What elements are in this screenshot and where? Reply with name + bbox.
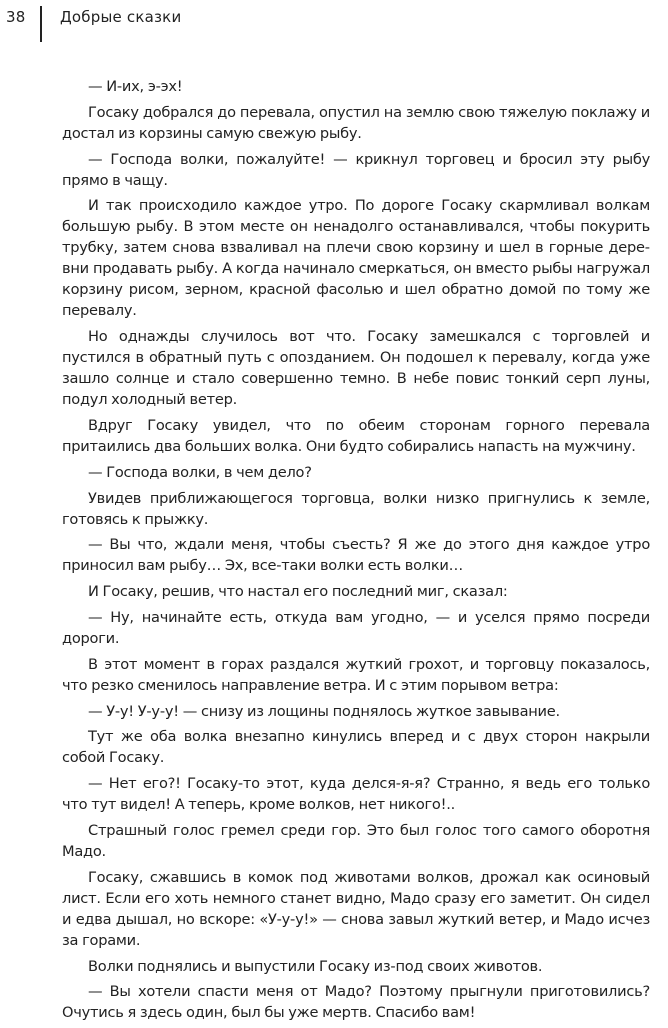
body-text <box>62 76 650 1028</box>
paragraph: Страшный голос гремел среди гор. Это был голос того самого оборотня Мадо. <box>62 821 650 860</box>
paragraph: — Нет его?! Госаку-то этот, куда делся-я-я? Странно, я ведь его только что тут видел! А теперь, кроме волков, нет никого!.. <box>62 775 650 814</box>
paragraph: Госаку добрался до перевала, опустил на землю свою тяжелую поклажу и достал из корзины самую свежую рыбу. <box>62 103 650 142</box>
paragraph: — Ну, начинайте есть, откуда вам угодно, — и уселся прямо посреди дороги. <box>62 608 650 647</box>
paragraph: Тут же оба волка внезапно кинулись вперед и с двух сторон накрыли собой Госаку. <box>62 728 650 767</box>
paragraph: — Вы что, ждали меня, чтобы съесть? Я же до этого дня каждое утро приносил вам рыбу… Эх, все-таки волки есть волки… <box>62 536 650 575</box>
paragraph: Увидев приближающегося торговца, волки низко пригнулись к земле, готовясь к прыжку. <box>62 489 650 528</box>
paragraph: — Вы хотели спасти меня от Мадо? Поэтому прыгнули приготовились? Очутись я здесь один, был бы уже мертв. Спасибо вам! <box>62 983 650 1022</box>
paragraph: Волки поднялись и выпустили Госаку из-под своих животов. <box>88 957 543 975</box>
page-header <box>0 6 668 46</box>
paragraph: Но однажды случилось вот что. Госаку замешкался с торговлей и пустился в обратный путь с опозданием. Он подошел к перевалу, когда уже зашло солнце и стало совершенно темно. В небе повис тонкий серп луны, подул холодный ветер. <box>62 328 650 409</box>
running-title: Добрые сказки <box>60 8 182 26</box>
paragraph: — Господа волки, в чем дело? <box>88 463 312 481</box>
header-divider <box>40 6 42 42</box>
page-number: 38 <box>6 8 26 26</box>
paragraph: В этот момент в горах раздался жуткий грохот, и торговцу показалось, что резко сменилось направление ветра. И с этим порывом ветра: <box>62 655 650 694</box>
paragraph: Госаку, сжавшись в комок под животами волков, дрожал как осиновый лист. Если его хоть немного станет видно, Мадо сразу его заметит. Он сидел и едва дышал, но вскоре: «У-у-у!» — снова завыл жуткий ветер, и Мадо исчез за горами. <box>62 868 650 949</box>
paragraph: Вдруг Госаку увидел, что по обеим сторонам горного перевала притаились два больших волка. Они будто собирались напасть на мужчину. <box>62 416 650 455</box>
paragraph: И так происходило каждое утро. По дороге Госаку скармливал волкам большую рыбу. В этом месте он ненадолго останавливался, чтобы покурить трубку, затем снова взваливал на плечи свою корзину и шел в горные деревни продавать рыбу. А когда начинало смеркаться, он вместо рыбы нагружал корзину рисом, зерном, красной фасолью и шел обратно домой по тому же перевалу. <box>62 197 650 320</box>
paragraph: — Господа волки, пожалуйте! — крикнул торговец и бросил эту рыбу прямо в чащу. <box>62 150 650 189</box>
paragraph: — У-у! У-у-у! — снизу из лощины поднялось жуткое завывание. <box>88 702 560 720</box>
paragraph: И Госаку, решив, что настал его последний миг, сказал: <box>88 583 508 601</box>
paragraph: — И-их, э-эх! <box>88 78 183 95</box>
